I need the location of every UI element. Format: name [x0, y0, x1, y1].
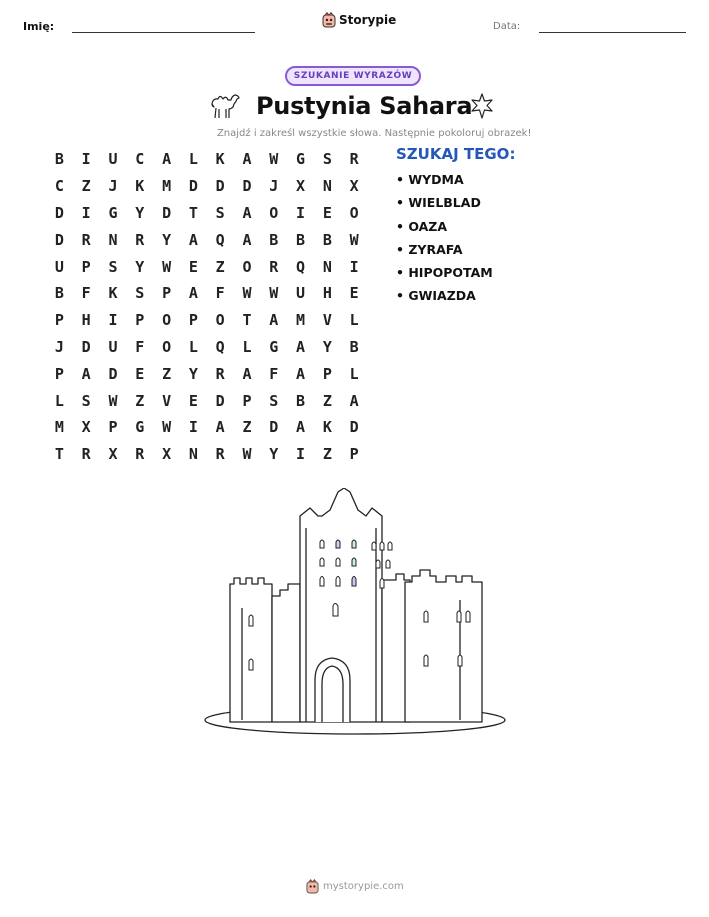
grid-row: [46, 253, 368, 280]
grid-letter[interactable]: S: [81, 391, 91, 410]
grid-letter[interactable]: E: [349, 284, 359, 303]
storypie-mascot-icon: [306, 879, 319, 894]
grid-letter[interactable]: Z: [135, 391, 145, 410]
grid-row: [46, 414, 368, 441]
grid-letter[interactable]: I: [81, 150, 91, 169]
word-item: • WYDMA: [396, 172, 464, 187]
grid-letter[interactable]: A: [242, 364, 252, 383]
grid-letter[interactable]: A: [349, 391, 359, 410]
grid-row: [46, 146, 368, 173]
grid-letter[interactable]: R: [269, 257, 279, 276]
grid-letter[interactable]: P: [188, 311, 198, 330]
grid-letter[interactable]: J: [108, 177, 118, 196]
grid-letter[interactable]: M: [296, 311, 306, 330]
grid-letter[interactable]: Y: [269, 445, 279, 464]
star-icon: [468, 92, 496, 120]
grid-letter[interactable]: I: [108, 311, 118, 330]
grid-letter[interactable]: D: [269, 418, 279, 437]
grid-letter[interactable]: R: [81, 445, 91, 464]
grid-letter[interactable]: S: [135, 284, 145, 303]
grid-letter[interactable]: B: [269, 230, 279, 249]
grid-letter[interactable]: W: [269, 284, 279, 303]
grid-letter[interactable]: K: [135, 177, 145, 196]
grid-letter[interactable]: O: [349, 203, 359, 222]
grid-letter[interactable]: N: [322, 257, 332, 276]
grid-letter[interactable]: Q: [296, 257, 306, 276]
grid-letter[interactable]: Z: [81, 177, 91, 196]
grid-letter[interactable]: N: [188, 445, 198, 464]
desert-fortress-icon[interactable]: [200, 488, 510, 743]
grid-letter[interactable]: I: [81, 203, 91, 222]
grid-letter[interactable]: K: [108, 284, 118, 303]
grid-letter[interactable]: C: [54, 177, 64, 196]
grid-letter[interactable]: W: [162, 418, 172, 437]
grid-letter[interactable]: D: [162, 203, 172, 222]
brand-logo: [322, 12, 396, 28]
footer: [306, 879, 404, 894]
grid-letter[interactable]: L: [54, 391, 64, 410]
grid-letter[interactable]: O: [242, 257, 252, 276]
grid-letter[interactable]: F: [269, 364, 279, 383]
grid-letter[interactable]: X: [81, 418, 91, 437]
grid-letter[interactable]: A: [81, 364, 91, 383]
grid-letter[interactable]: G: [108, 203, 118, 222]
grid-letter[interactable]: R: [135, 230, 145, 249]
grid-letter[interactable]: U: [108, 337, 118, 356]
grid-row: [46, 307, 368, 334]
grid-letter[interactable]: P: [349, 445, 359, 464]
grid-letter[interactable]: D: [54, 230, 64, 249]
grid-letter[interactable]: Y: [188, 364, 198, 383]
grid-letter[interactable]: N: [108, 230, 118, 249]
grid-row: [46, 387, 368, 414]
grid-letter[interactable]: I: [296, 203, 306, 222]
grid-letter[interactable]: D: [54, 203, 64, 222]
grid-letter[interactable]: A: [296, 364, 306, 383]
grid-letter[interactable]: B: [349, 337, 359, 356]
grid-letter[interactable]: B: [296, 230, 306, 249]
grid-letter[interactable]: W: [349, 230, 359, 249]
grid-letter[interactable]: A: [188, 230, 198, 249]
grid-letter[interactable]: Q: [215, 230, 225, 249]
grid-letter[interactable]: F: [215, 284, 225, 303]
grid-letter[interactable]: I: [296, 445, 306, 464]
grid-letter[interactable]: Z: [162, 364, 172, 383]
grid-letter[interactable]: Y: [322, 337, 332, 356]
date-line[interactable]: [539, 32, 686, 33]
grid-letter[interactable]: W: [242, 445, 252, 464]
grid-letter[interactable]: W: [242, 284, 252, 303]
grid-letter[interactable]: S: [322, 150, 332, 169]
grid-letter[interactable]: E: [188, 391, 198, 410]
grid-letter[interactable]: A: [296, 418, 306, 437]
grid-letter[interactable]: R: [135, 445, 145, 464]
grid-letter[interactable]: G: [269, 337, 279, 356]
grid-letter[interactable]: I: [188, 418, 198, 437]
grid-letter[interactable]: T: [188, 203, 198, 222]
grid-letter[interactable]: C: [135, 150, 145, 169]
grid-letter[interactable]: K: [215, 150, 225, 169]
grid-letter[interactable]: G: [296, 150, 306, 169]
grid-letter[interactable]: A: [242, 150, 252, 169]
grid-letter[interactable]: P: [242, 391, 252, 410]
grid-letter[interactable]: B: [296, 391, 306, 410]
grid-letter[interactable]: D: [215, 391, 225, 410]
grid-letter[interactable]: V: [162, 391, 172, 410]
grid-letter[interactable]: M: [162, 177, 172, 196]
grid-row: [46, 280, 368, 307]
camel-icon: [209, 90, 243, 120]
grid-letter[interactable]: A: [162, 150, 172, 169]
grid-row: [46, 441, 368, 468]
grid-letter[interactable]: X: [162, 445, 172, 464]
date-label: Data:: [493, 21, 521, 32]
grid-letter[interactable]: A: [242, 203, 252, 222]
grid-letter[interactable]: Q: [215, 337, 225, 356]
grid-letter[interactable]: G: [135, 418, 145, 437]
grid-letter[interactable]: B: [54, 284, 64, 303]
grid-letter[interactable]: R: [215, 445, 225, 464]
grid-row: [46, 334, 368, 361]
grid-letter[interactable]: R: [349, 150, 359, 169]
grid-letter[interactable]: P: [162, 284, 172, 303]
grid-letter[interactable]: O: [162, 337, 172, 356]
grid-letter[interactable]: O: [162, 311, 172, 330]
name-line[interactable]: [72, 32, 255, 33]
grid-letter[interactable]: D: [242, 177, 252, 196]
grid-letter[interactable]: L: [242, 337, 252, 356]
grid-row: [46, 200, 368, 227]
grid-letter[interactable]: Z: [215, 257, 225, 276]
grid-letter[interactable]: B: [322, 230, 332, 249]
category-badge: SZUKANIE WYRAZÓW: [285, 66, 421, 86]
grid-letter[interactable]: P: [108, 418, 118, 437]
grid-letter[interactable]: K: [322, 418, 332, 437]
grid-letter[interactable]: S: [269, 391, 279, 410]
grid-letter[interactable]: L: [349, 311, 359, 330]
word-item: • WIELBLAD: [396, 195, 481, 211]
grid-letter[interactable]: D: [108, 364, 118, 383]
grid-letter[interactable]: A: [188, 284, 198, 303]
word-search-grid[interactable]: [46, 146, 368, 468]
grid-letter[interactable]: S: [215, 203, 225, 222]
name-label: Imię:: [23, 20, 55, 33]
grid-letter[interactable]: A: [269, 311, 279, 330]
grid-letter[interactable]: L: [188, 150, 198, 169]
grid-letter[interactable]: W: [269, 150, 279, 169]
grid-letter[interactable]: D: [188, 177, 198, 196]
grid-letter[interactable]: T: [242, 311, 252, 330]
grid-letter[interactable]: Y: [135, 203, 145, 222]
brand-name: Storypie: [339, 13, 397, 27]
word-item: • ZYRAFA: [396, 241, 463, 257]
grid-letter[interactable]: X: [108, 445, 118, 464]
grid-letter[interactable]: U: [54, 257, 64, 276]
grid-letter[interactable]: H: [322, 284, 332, 303]
grid-letter[interactable]: H: [81, 311, 91, 330]
grid-letter[interactable]: P: [322, 364, 332, 383]
grid-letter[interactable]: D: [215, 177, 225, 196]
grid-letter[interactable]: N: [322, 177, 332, 196]
grid-row: [46, 226, 368, 253]
grid-letter[interactable]: E: [188, 257, 198, 276]
grid-letter[interactable]: J: [269, 177, 279, 196]
page-title: Pustynia Sahara: [256, 92, 473, 120]
grid-letter[interactable]: P: [54, 364, 64, 383]
storypie-mascot-icon: [322, 12, 336, 28]
grid-letter[interactable]: U: [296, 284, 306, 303]
grid-letter[interactable]: I: [349, 257, 359, 276]
grid-letter[interactable]: W: [162, 257, 172, 276]
grid-letter[interactable]: P: [135, 311, 145, 330]
word-list: [396, 170, 493, 310]
grid-letter[interactable]: F: [135, 337, 145, 356]
grid-letter[interactable]: R: [215, 364, 225, 383]
word-item: • HIPOPOTAM: [396, 265, 493, 281]
grid-letter[interactable]: F: [81, 284, 91, 303]
grid-letter[interactable]: D: [81, 337, 91, 356]
grid-letter[interactable]: A: [215, 418, 225, 437]
instructions: Znajdź i zakreśl wszystkie słowa. Następnie pokoloruj obrazek!: [216, 128, 532, 139]
grid-letter[interactable]: P: [81, 257, 91, 276]
grid-letter[interactable]: T: [54, 445, 64, 464]
word-item: • OAZA: [396, 218, 448, 234]
grid-row: [46, 360, 368, 387]
grid-letter[interactable]: W: [108, 391, 118, 410]
footer-url[interactable]: mystorypie.com: [323, 881, 404, 892]
word-item: • GWIAZDA: [396, 288, 476, 304]
grid-letter[interactable]: L: [349, 364, 359, 383]
grid-letter[interactable]: E: [322, 203, 332, 222]
grid-letter[interactable]: O: [269, 203, 279, 222]
grid-letter[interactable]: X: [349, 177, 359, 196]
grid-letter[interactable]: A: [242, 230, 252, 249]
grid-letter[interactable]: J: [54, 337, 64, 356]
grid-letter[interactable]: E: [135, 364, 145, 383]
grid-letter[interactable]: V: [322, 311, 332, 330]
grid-letter[interactable]: Z: [322, 391, 332, 410]
grid-letter[interactable]: A: [296, 337, 306, 356]
grid-letter[interactable]: Y: [162, 230, 172, 249]
grid-letter[interactable]: Z: [322, 445, 332, 464]
grid-letter[interactable]: S: [108, 257, 118, 276]
grid-letter[interactable]: U: [108, 150, 118, 169]
word-list-title: SZUKAJ TEGO:: [396, 145, 516, 163]
grid-letter[interactable]: M: [54, 418, 64, 437]
grid-letter[interactable]: R: [81, 230, 91, 249]
grid-letter[interactable]: X: [296, 177, 306, 196]
grid-letter[interactable]: P: [54, 311, 64, 330]
grid-letter[interactable]: D: [349, 418, 359, 437]
grid-letter[interactable]: Y: [135, 257, 145, 276]
grid-letter[interactable]: B: [54, 150, 64, 169]
grid-row: [46, 173, 368, 200]
grid-letter[interactable]: L: [188, 337, 198, 356]
grid-letter[interactable]: Z: [242, 418, 252, 437]
grid-letter[interactable]: O: [215, 311, 225, 330]
